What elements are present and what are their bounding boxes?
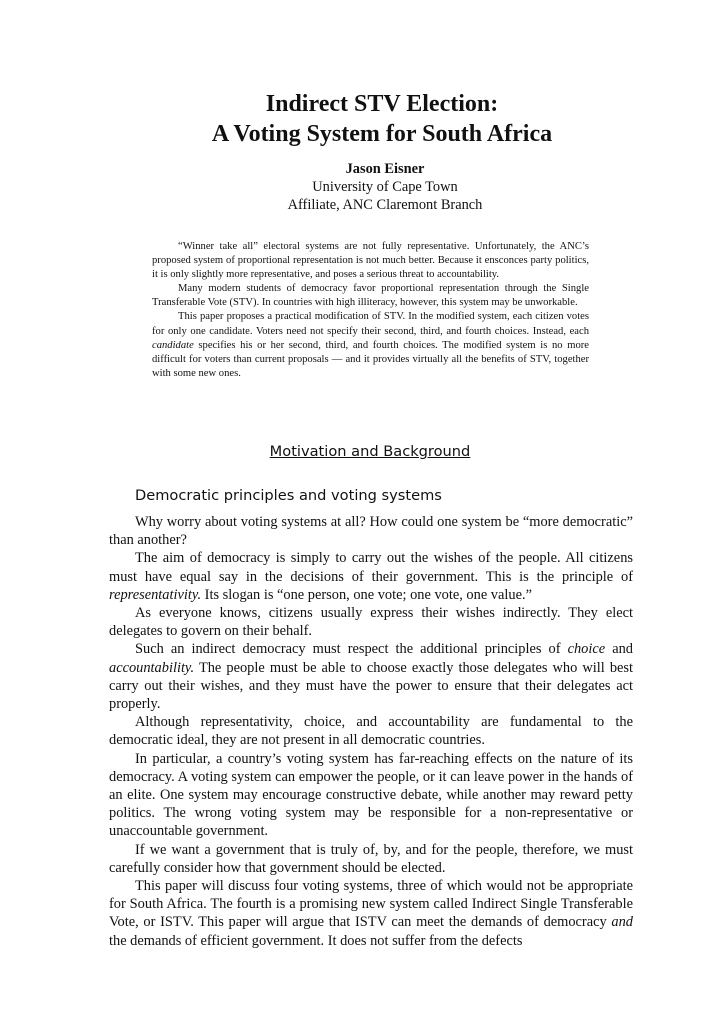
body-text-run: Its slogan is “one person, one vote; one vote, one value.” (201, 586, 532, 603)
body-emphasis: choice (567, 641, 606, 658)
abstract-text: specifies his or her second, third, and fourth choices. The modified system is no more difficult for voters than current proposals — and it provides virtually all the benefits of STV, together with some new ones. (152, 339, 589, 379)
author-name: Jason Eisner (345, 161, 425, 177)
body-text (109, 513, 633, 950)
abstract (152, 240, 589, 381)
body-text-run: the demands of efficient government. It does not suffer from the defects (109, 932, 523, 949)
body-emphasis: representativity. (109, 586, 202, 603)
author-affiliation-1: University of Cape Town (312, 179, 458, 195)
body-paragraph-3: As everyone knows, citizens usually express their wishes indirectly. They elect delegates to govern on their behalf. (109, 605, 633, 640)
body-emphasis: and (611, 914, 633, 931)
abstract-paragraph-3 (152, 310, 589, 380)
paper-title-line-1: Indirect STV Election: (265, 91, 499, 117)
abstract-text: This paper proposes a practical modification of STV. In the modified system, each citizen votes for only one candidate. Voters need not specify their second, third, and fourth choices. Instead, each (152, 311, 589, 337)
body-text-run: Such an indirect democracy must respect the additional principles of (135, 641, 568, 658)
body-emphasis: accountability. (109, 659, 195, 676)
body-paragraph-1: Why worry about voting systems at all? How could one system be “more democratic” than another? (109, 514, 633, 549)
paper-title-line-2: A Voting System for South Africa (211, 121, 553, 147)
abstract-emphasis: candidate (152, 339, 194, 351)
body-paragraph-5: Although representativity, choice, and accountability are fundamental to the democratic ideal, they are not present in all democratic countries. (109, 714, 633, 749)
body-paragraph-2 (109, 549, 633, 604)
body-paragraph-8 (109, 877, 633, 950)
author-block (0, 160, 720, 214)
body-text-run: This paper will discuss four voting systems, three of which would not be appropriate for South Africa. The fourth is a promising new system called Indirect Single Transferable Vote, or ISTV. This paper will argue that ISTV can meet the demands of democracy (109, 878, 633, 931)
body-paragraph-6: In particular, a country’s voting system has far-reaching effects on the nature of its democracy. A voting system can empower the people, or it can leave power in the hands of an elite. One system may encourage constructive debate, while another may reward petty politics. The wrong voting system may be responsible for a non-representative or unaccountable government. (109, 750, 633, 840)
body-text-run: and (605, 641, 633, 658)
subsection-heading: Democratic principles and voting systems (135, 487, 442, 504)
author-affiliation-2: Affiliate, ANC Claremont Branch (287, 197, 483, 213)
body-text-run: The people must be able to choose exactly those delegates who will best carry out their wishes, and they must have the power to ensure that their delegates act properly. (109, 659, 633, 713)
body-text-run: The aim of democracy is simply to carry out the wishes of the people. All citizens must have equal say in the decisions of their government. This is the principle of (109, 550, 633, 585)
abstract-paragraph-1: “Winner take all” electoral systems are not fully representative. Unfortunately, the ANC’s proposed system of proportional representation is not much better. Because it ensconces party politics, it is only slightly more representative, and poses a serious threat to accountability. (152, 241, 589, 281)
section-heading: Motivation and Background (269, 443, 471, 460)
abstract-paragraph-2: Many modern students of democracy favor proportional representation through the Single Transferable Vote (STV). In countries with high illiteracy, however, this system may be unworkable. (152, 283, 589, 309)
body-paragraph-7: If we want a government that is truly of, by, and for the people, therefore, we must carefully consider how that government should be elected. (109, 841, 633, 876)
body-paragraph-4 (109, 640, 633, 713)
